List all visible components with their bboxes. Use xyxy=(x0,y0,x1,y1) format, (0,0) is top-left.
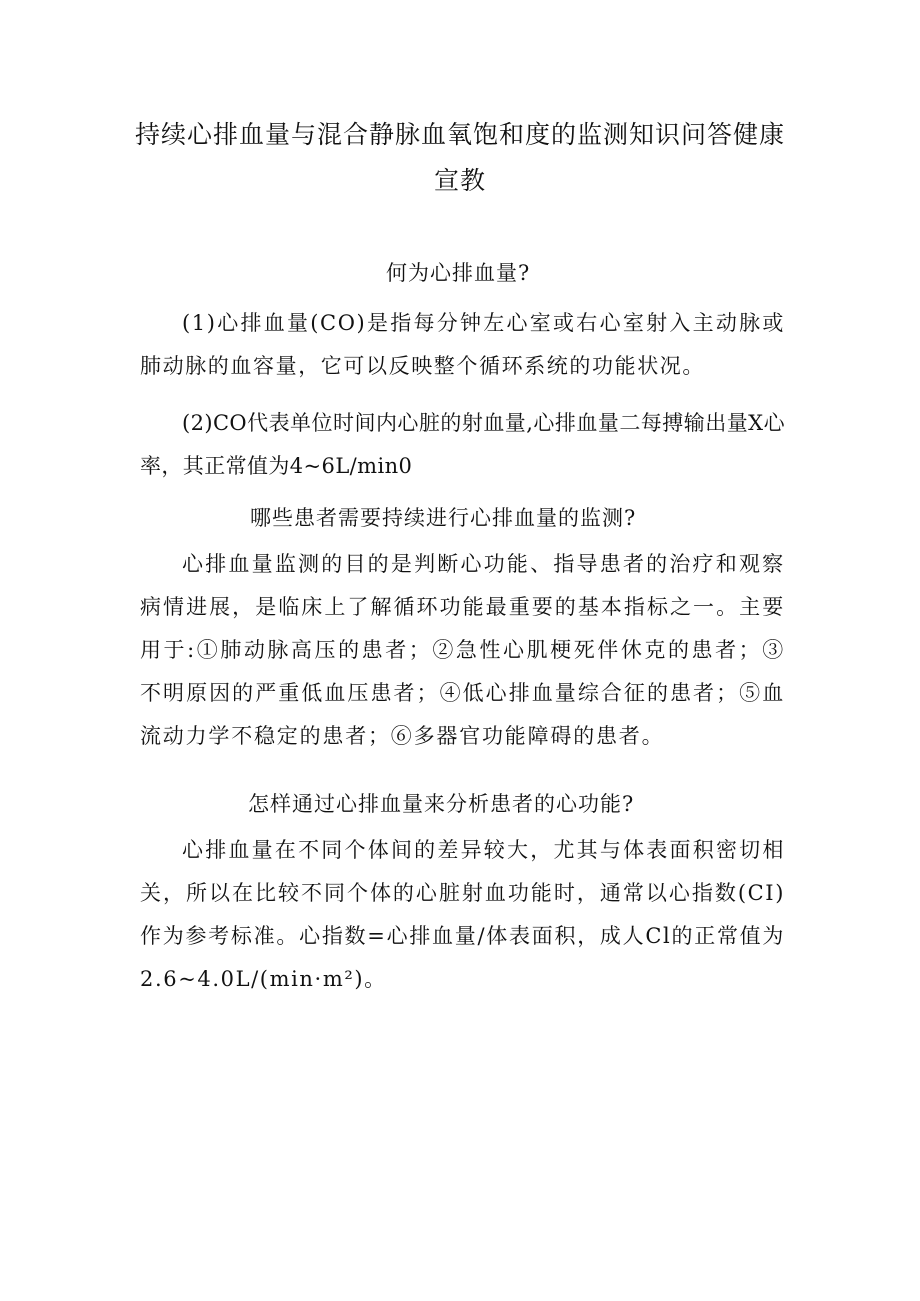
paragraph-co-definition: (1)心排血量(CO)是指每分钟左心室或右心室射入主动脉或肺动脉的血容量，它可以反映整个循环系统的功能状况。 xyxy=(140,311,785,378)
section-heading-what-is-co: 何为心排血量? xyxy=(386,261,531,285)
paragraph-monitoring-purpose: 心排血量监测的目的是判断心功能、指导患者的治疗和观察病情进展，是临床上了解循环功能最重要的基本指标之一。主要用于:①肺动脉高压的患者；②急性心肌梗死伴休克的患者；③不明原因的严重低血压患者；④低心排血量综合征的患者；⑤血流动力学不稳定的患者；⑥多器官功能障碍的患者。 xyxy=(140,552,785,748)
title-line-1: 持续心排血量与混合静脉血氧饱和度的监测知识问答健康 xyxy=(134,120,785,149)
paragraph-co-normal-value: (2)CO代表单位时间内心脏的射血量,心排血量二每搏输出量X心率，其正常值为4~6L/min0 xyxy=(140,411,785,478)
section-heading-cardiac-function-analysis: 怎样通过心排血量来分析患者的心功能? xyxy=(248,792,635,816)
paragraph-cardiac-index: 心排血量在不同个体间的差异较大，尤其与体表面积密切相关，所以在比较不同个体的心脏射血功能时，通常以心指数(CI)作为参考标准。心指数=心排血量/体表面积，成人Cl的正常值为2.6~4.0L/(min·m²)。 xyxy=(140,838,785,991)
section-heading-monitoring-patients: 哪些患者需要持续进行心排血量的监测? xyxy=(250,506,637,530)
title-line-2: 宣教 xyxy=(433,166,486,195)
document-title xyxy=(120,112,800,204)
